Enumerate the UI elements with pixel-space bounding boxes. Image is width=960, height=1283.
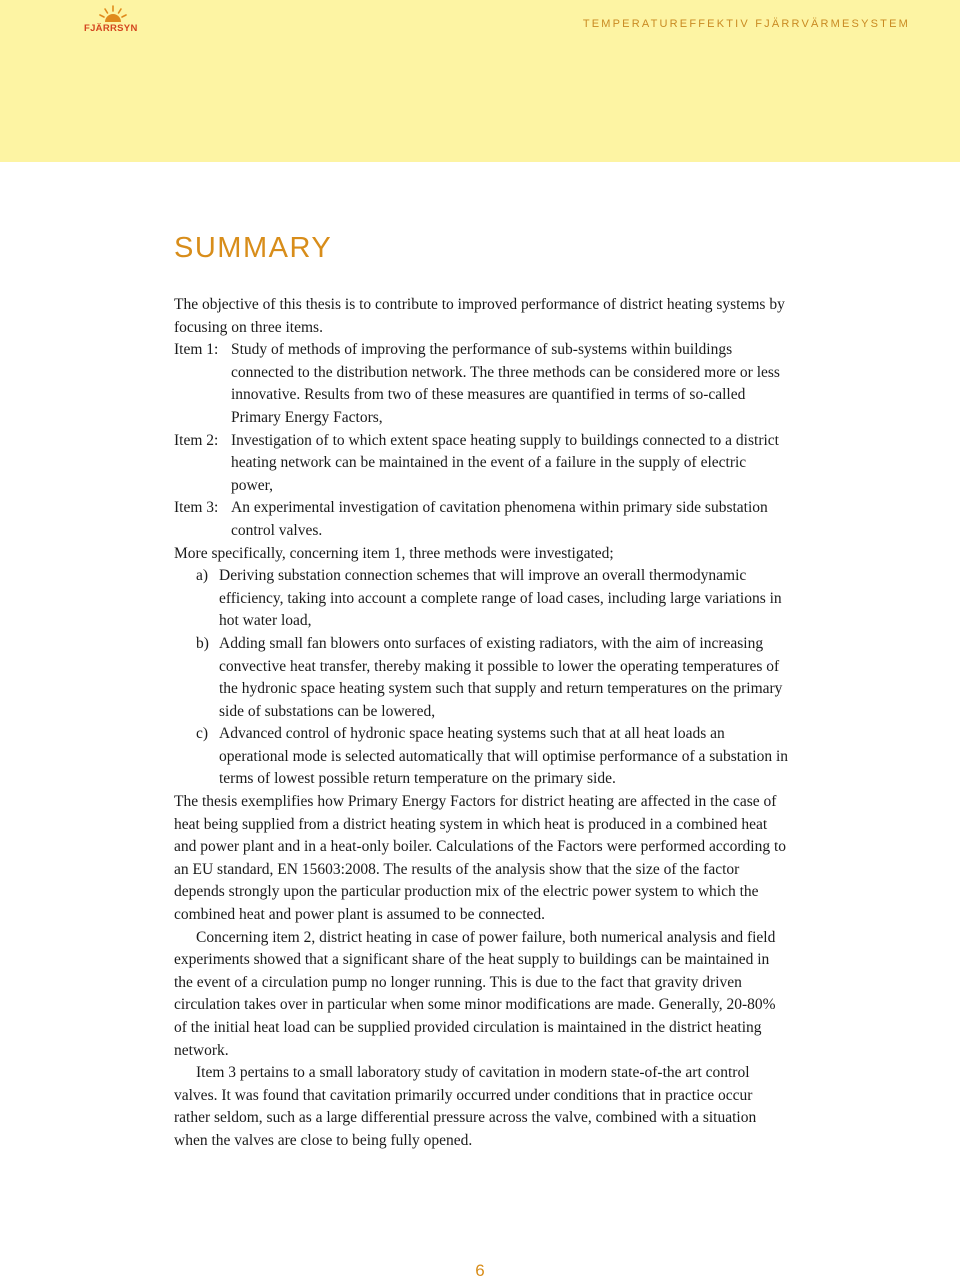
item-entry [174,339,789,429]
sun-icon [98,5,128,23]
method-entry [174,633,789,723]
method-text: Deriving substation connection schemes that will improve an overall thermodynamic efficiency, taking into account a complete range of load cases, including large variations in hot water load, [219,567,782,630]
method-label: c) [196,725,209,743]
method-text: Advanced control of hydronic space heating systems such that at all heat loads an operational mode is selected automatically that will optimise performance of a substation in terms of lowest possible return temperature on the primary side. [219,725,789,788]
header-band [0,0,960,162]
methods-intro: More specifically, concerning item 1, three methods were investigated; [174,544,614,562]
logo [84,5,144,37]
method-label: b) [196,634,209,652]
method-label: a) [196,567,209,585]
summary-body [174,294,789,1153]
method-entry [174,723,789,791]
section-title: SUMMARY [174,232,333,264]
method-entry [174,565,789,633]
item-label: Item 1: [174,341,219,359]
item-text: Investigation of to which extent space heating supply to buildings connected to a district heating network can be maintained in the event of a failure in the supply of electric power, [231,431,779,494]
body-paragraph: Concerning item 2, district heating in case of power failure, both numerical analysis and field experiments showed that a significant share of the heat supply to buildings can be maintained in the event of a circulation pump no longer running. This is due to the fact that gravity driven circulation takes over in particular when some minor modifications are made. Generally, 20-80% of the initial heat load can be supplied provided circulation is maintained in the district heating network. [174,928,776,1059]
logo-text: FJÄRRSYN [84,23,138,34]
method-text: Adding small fan blowers onto surfaces of existing radiators, with the aim of increasing convective heat transfer, thereby making it possible to lower the operating temperatures of the hydronic space heating system such that supply and return temperatures on the primary side of substations can be lowered, [219,634,783,720]
body-paragraph: The thesis exemplifies how Primary Energy Factors for district heating are affected in the case of heat being supplied from a district heating system in which heat is produced in a combined heat and power plant and in a heat-only boiler. Calculations of the Factors were performed according to an EU standard, EN 15603:2008. The results of the analysis show that the size of the factor depends strongly upon the particular production mix of the electric power system to which the combined heat and power plant is assumed to be connected. [174,793,787,924]
item-label: Item 2: [174,431,219,449]
item-entry [174,430,789,498]
intro-paragraph: The objective of this thesis is to contribute to improved performance of district heating systems by focusing on three items. [174,296,785,336]
body-paragraph: Item 3 pertains to a small laboratory study of cavitation in modern state-of-the art control valves. It was found that cavitation primarily occurred under conditions that in practice occur rather seldom, such as a large differential pressure across the valve, combined with a situation when the valves are close to being fully opened. [174,1064,757,1149]
running-title: TEMPERATUREFFEKTIV FJÄRRVÄRMESYSTEM [582,18,910,30]
item-text: Study of methods of improving the performance of sub-systems within buildings connected to the distribution network. The three methods can be considered more or less innovative. Results from two of these measures are quantified in terms of so-called Primary Energy Factors, [231,341,780,426]
item-text: An experimental investigation of cavitation phenomena within primary side substation control valves. [231,499,768,539]
page-number: 6 [475,1261,485,1280]
item-label: Item 3: [174,499,219,517]
item-entry [174,497,789,542]
